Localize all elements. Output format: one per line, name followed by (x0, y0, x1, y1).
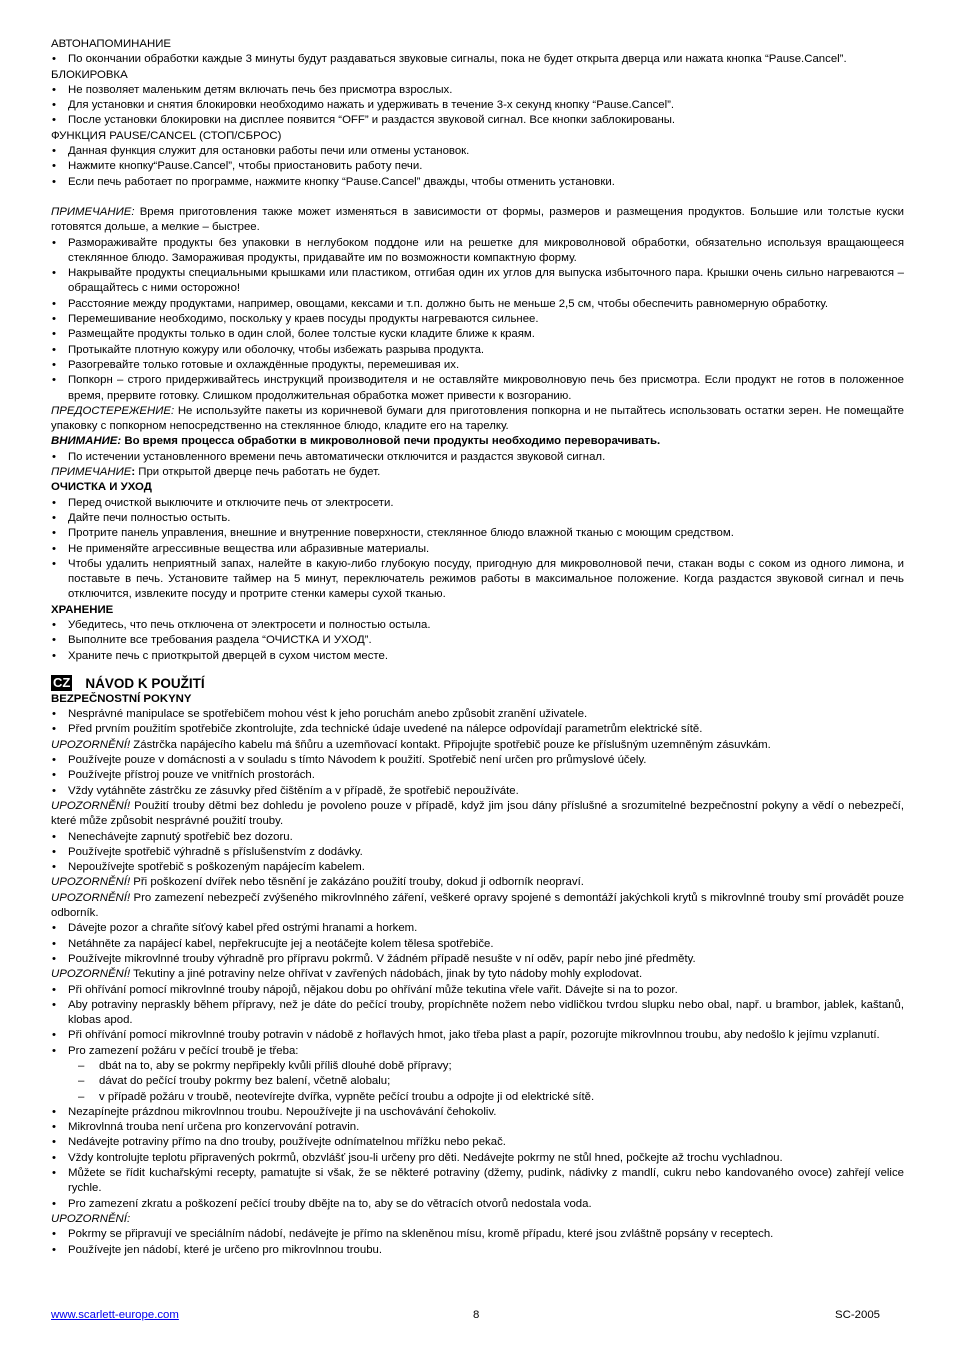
bullet-list-item: • Чтобы удалить неприятный запах, налейте в какую-либо глубокую посуду, пригодную для микроволновой печи, стакан воды с соком из одного лимона, и поставьте в печь. Установите таймер на 5 минут, переключатель режимов работы в максимальное положение. Когда раздастся звуковой сигнал и печь отключится, извлеките посуду и протрите стенки камеры сухой тканью. (51, 557, 904, 603)
warning-label: UPOZORNĚNÍ! (51, 968, 131, 981)
bullet-list-item: • Používejte přístroj pouze ve vnitřních prostorách. (51, 768, 904, 783)
cz-warning-5 (51, 967, 904, 982)
cz-warning-1 (51, 738, 904, 753)
bullet-list-item: • Před prvním použitím spotřebiče zkontrolujte, zda technické údaje uvedené na nálepce odpovídají parametrům elektrické sítě. (51, 722, 904, 737)
cz-warning-4 (51, 891, 904, 922)
warning-text: Zástrčka napájecího kabelu má šňůru a uzemňovací kontakt. Připojujte spotřebič pouze ke příslušným uzemněným zásuvkám. (130, 738, 771, 751)
bullet-list-item: • Nezapínejte prázdnou mikrovlnnou troubu. Nepoužívejte ji na uschovávání čehokoliv. (51, 1105, 904, 1120)
page-footer (51, 1308, 904, 1323)
attention-text: Во время процесса обработки в микроволновой печи продукты необходимо переворачивать. (121, 435, 661, 448)
caution-label: ПРЕДОСТЕРЕЖЕНИЕ: (51, 404, 175, 417)
dash-list-item: – v případě požáru v troubě, neotevírejte dvířka, vypněte pečící troubu a odpojte ji od elektrické sítě. (51, 1090, 904, 1105)
bullet-list-item: • Храните печь с приоткрытой дверцей в сухом чистом месте. (51, 649, 904, 664)
bullet-list-item: • Не позволяет маленьким детям включать печь без присмотра взрослых. (51, 83, 904, 98)
bullet-list-item: • Размораживайте продукты без упаковки в неглубоком поддоне или на решетке для микроволновой обработки, обязательно используя вращающееся стеклянное блюдо. Замораживая продукты, придавайте им по возможности компактную форму. (51, 236, 904, 267)
bullet-list-item: • Nesprávné manipulace se spotřebičem mohou vést k jeho poruchám anebo způsobit zranění uživatele. (51, 707, 904, 722)
bullet-list-item: • По истечении установленного времени печь автоматически отключится и раздастся звуковой сигнал. (51, 450, 904, 465)
bullet-list-item: • Попкорн – строго придерживайтесь инструкций производителя и не оставляйте микроволновую печь без присмотра. Если продукт не готов в положенное время, прервите готовку. Слишком продолжительная обработка может привести к возгоранию. (51, 373, 904, 404)
bullet-list-item: • Používejte mikrovlnné trouby výhradně pro přípravu pokrmů. V žádném případě nesušte v ní oděv, papír nebo jiné předměty. (51, 952, 904, 967)
bullet-list-item: • Для установки и снятия блокировки необходимо нажать и удерживать в течение 3-х секунд кнопку “Pause.Cancel”. (51, 98, 904, 113)
cz-section-title: NÁVOD K POUŽITÍ (85, 675, 205, 691)
bullet-list-item: • Nepoužívejte spotřebič s poškozeným napájecím kabelem. (51, 860, 904, 875)
caution-text: Не используйте пакеты из коричневой бумаги для приготовления попкорна и не пытайтесь использовать остатки зерен. Не помещайте упаковку с попкорном непосредственно на стеклянное блюдо, кладите его на тарелку. (51, 404, 904, 433)
warning-text: Použití trouby dětmi bez dohledu je povoleno pouze v případě, když jim jsou dány příslušné a srozumitelné bezpečnostní pokyny a vědí o nebezpečí, které může způsobit nesprávné použití trouby. (51, 799, 904, 828)
cz-list-1 (51, 707, 904, 738)
bullet-list-item: • Aby potraviny nepraskly během přípravy, než je dáte do pečící trouby, propíchněte nožem nebo vidličkou tvrdou slupku nebo obal, např. u brambor, jablek, kaštanů, klobas apod. (51, 998, 904, 1029)
bullet-list-item: • Používejte jen nádobí, které je určeno pro mikrovlnnou troubu. (51, 1243, 904, 1258)
bullet-list-item: • Používejte pouze v domácnosti a v souladu s tímto Návodem k použití. Spotřebič není určen pro průmyslové účely. (51, 753, 904, 768)
warning-label: UPOZORNĚNÍ! (51, 876, 131, 889)
bullet-list-item: • После установки блокировки на дисплее появится “OFF” и раздастся звуковой сигнал. Все кнопки заблокированы. (51, 113, 904, 128)
cz-safety-title: BEZPEČNOSTNÍ POKYNY (51, 692, 192, 705)
bullet-list-item: • Перемешивание необходимо, поскольку у краев посуды продукты нагреваются сильнее. (51, 312, 904, 327)
tips-list (51, 236, 904, 404)
bullet-list-item: • Dávejte pozor a chraňte síťový kabel před ostrými hranami a horkem. (51, 921, 904, 936)
bullet-list-item: • Данная функция служит для остановки работы печи или отмены установок. (51, 144, 904, 159)
section-title-lock: БЛОКИРОВКА (51, 68, 128, 81)
note-text: Время приготовления также может изменяться в зависимости от формы, размеров и размещения продуктов. Большие или толстые куски готовятся дольше, а мелкие – быстрее. (51, 205, 904, 234)
section-title-autoremind: АВТОНАПОМИНАНИЕ (51, 38, 171, 50)
bullet-list-item: • Накрывайте продукты специальными крышками или пластиком, отгибая один их углов для выпуска избыточного пара. Крышки очень сильно нагреваются – обращайтесь с ними осторожно! (51, 266, 904, 297)
warning-label: UPOZORNĚNÍ! (51, 799, 131, 812)
pause-list (51, 144, 904, 190)
dash-list-item: – dávat do pečící trouby pokrmy bez balení, včetně alobalu; (51, 1074, 904, 1089)
model-number: SC-2005 (835, 1309, 880, 1321)
cz-list-5 (51, 983, 904, 1059)
autoremind-list (51, 52, 904, 67)
bullet-list-item: • Протрите панель управления, внешние и внутренние поверхности, стеклянное блюдо влажной тканью с моющим средством. (51, 526, 904, 541)
cz-list-2 (51, 753, 904, 799)
section-title-storage: ХРАНЕНИЕ (51, 603, 114, 616)
cz-list-3 (51, 830, 904, 876)
page-number: 8 (473, 1309, 480, 1321)
bullet-list-item: • Pokrmy se připravují ve speciálním nádobí, nedávejte je přímo na skleněnou mísu, kromě případu, které jsou zvláštně popsány v receptech. (51, 1227, 904, 1242)
cz-fire-list (51, 1059, 904, 1105)
bullet-list-item: • Nenechávejte zapnutý spotřebič bez dozoru. (51, 830, 904, 845)
cz-section-header (51, 675, 904, 692)
note2-paragraph (51, 465, 904, 480)
note2-label: ПРИМЕЧАНИЕ (51, 466, 132, 479)
bullet-list-item: • Расстояние между продуктами, например, овощами, кексами и т.п. должно быть не меньше 2,5 см, чтобы обеспечить равномерную обработку. (51, 297, 904, 312)
section-title-cleaning: ОЧИСТКА И УХОД (51, 481, 152, 494)
note-label: ПРИМЕЧАНИЕ: (51, 205, 135, 218)
cleaning-list (51, 496, 904, 603)
bullet-list-item: • Nedávejte potraviny přímo na dno trouby, používejte odnímatelnou mřížku nebo pekač. (51, 1135, 904, 1150)
bullet-list-item: • Разогревайте только готовые и охлаждённые продукты, перемешивая их. (51, 358, 904, 373)
lock-list (51, 83, 904, 129)
bullet-list-item: • Выполните все требования раздела “ОЧИСТКА И УХОД”. (51, 633, 904, 648)
cz-warning-6: UPOZORNĚNÍ: (51, 1212, 131, 1225)
spacer (51, 190, 904, 205)
note2-text: При открытой дверце печь работать не будет. (135, 466, 381, 479)
attention-label: ВНИМАНИЕ: (51, 435, 122, 448)
bullet-list-item: • Не применяйте агрессивные вещества или абразивные материалы. (51, 542, 904, 557)
warning-label: UPOZORNĚNÍ! (51, 891, 131, 904)
bullet-list-item: • Při ohřívání pomocí mikrovlnné trouby nápojů, nějakou dobu po ohřívání může tekutina vřele vařit. Dávejte si na to pozor. (51, 983, 904, 998)
bullet-list-item: • Můžete se řídit kuchařskými recepty, pamatujte si však, že se některé potraviny (džemy, pudink, nádivky z mandlí, cukru nebo kandovaného ovoce) zahřejí velice rychle. (51, 1166, 904, 1197)
cz-warning-2 (51, 799, 904, 830)
cz-warning-3 (51, 875, 904, 890)
bullet-list-item: • Перед очисткой выключите и отключите печь от электросети. (51, 496, 904, 511)
bullet-list-item: • Pro zamezení zkratu a poškození pečící trouby dbějte na to, aby se do větracích otvorů nedostala voda. (51, 1197, 904, 1212)
timer-list (51, 450, 904, 465)
bullet-list-item: • Mikrovlnná trouba není určena pro konzervování potravin. (51, 1120, 904, 1135)
warning-text: Při poškození dvířek nebo těsnění je zakázáno použití trouby, dokud ji odborník neopraví. (130, 876, 584, 889)
bullet-list-item: • Používejte spotřebič výhradně s příslušenstvím z dodávky. (51, 845, 904, 860)
storage-list (51, 618, 904, 664)
bullet-list-item: • По окончании обработки каждые 3 минуты будут раздаваться звуковые сигналы, пока не будет открыта дверца или нажата кнопка “Pause.Cancel”. (51, 52, 904, 67)
bullet-list-item: • Netáhněte za napájecí kabel, nepřekrucujte jej a neotáčejte kolem tělesa spotřebiče. (51, 937, 904, 952)
bullet-list-item: • Размещайте продукты только в один слой, более толстые куски кладите ближе к краям. (51, 327, 904, 342)
bullet-list-item: • Нажмите кнопку“Pause.Cancel”, чтобы приостановить работу печи. (51, 159, 904, 174)
cz-list-4 (51, 921, 904, 967)
bullet-list-item: • Vždy kontrolujte teplotu připravených pokrmů, obzvlášť jsou-li určeny pro děti. Nedávejte pokrmy ne stůl hned, počkejte až trochu vychladnou. (51, 1151, 904, 1166)
note2-colon: : (131, 466, 136, 479)
website-link[interactable]: www.scarlett-europe.com (51, 1309, 179, 1321)
bullet-list-item: • Vždy vytáhněte zástrčku ze zásuvky před čištěním a v případě, že spotřebič nepoužíváte. (51, 784, 904, 799)
attention-paragraph (51, 434, 904, 449)
section-title-pause: ФУНКЦИЯ PAUSE/CANCEL (СТОП/СБРОС) (51, 129, 282, 142)
cz-language-badge: CZ (53, 675, 71, 691)
bullet-list-item: • Při ohřívání pomocí mikrovlnné trouby potravin v nádobě z hořlavých hmot, jako třeba plast a papír, pozorujte mikrovlnnou troubu, aby nedošlo k jejímu vzplanutí. (51, 1028, 904, 1043)
warning-text: Tekutiny a jiné potraviny nelze ohřívat v zavřených nádobách, jinak by tyto nádoby mohly explodovat. (130, 968, 643, 981)
bullet-list-item: • Pro zamezení požáru v pečící troubě je třeba: (51, 1044, 904, 1059)
bullet-list-item: • Дайте печи полностью остыть. (51, 511, 904, 526)
bullet-list-item: • Если печь работает по программе, нажмите кнопку “Pause.Cancel” дважды, чтобы отменить установки. (51, 175, 904, 190)
note-paragraph (51, 205, 904, 236)
cz-list-6 (51, 1105, 904, 1212)
warning-label: UPOZORNĚNÍ! (51, 738, 131, 751)
document-page (51, 37, 904, 1258)
bullet-list-item: • Убедитесь, что печь отключена от электросети и полностью остыла. (51, 618, 904, 633)
warning-text: Pro zamezení nebezpečí zvýšeného mikrovlnného záření, veškeré opravy spojené s demontáží jakýchkoli krytů s mikrovlnné trouby smí provádět pouze odborník. (51, 891, 904, 920)
cz-list-7 (51, 1227, 904, 1258)
bullet-list-item: • Протыкайте плотную кожуру или оболочку, чтобы избежать разрыва продукта. (51, 343, 904, 358)
caution-paragraph (51, 404, 904, 435)
dash-list-item: – dbát na to, aby se pokrmy nepřipekly kvůli příliš dlouhé době přípravy; (51, 1059, 904, 1074)
